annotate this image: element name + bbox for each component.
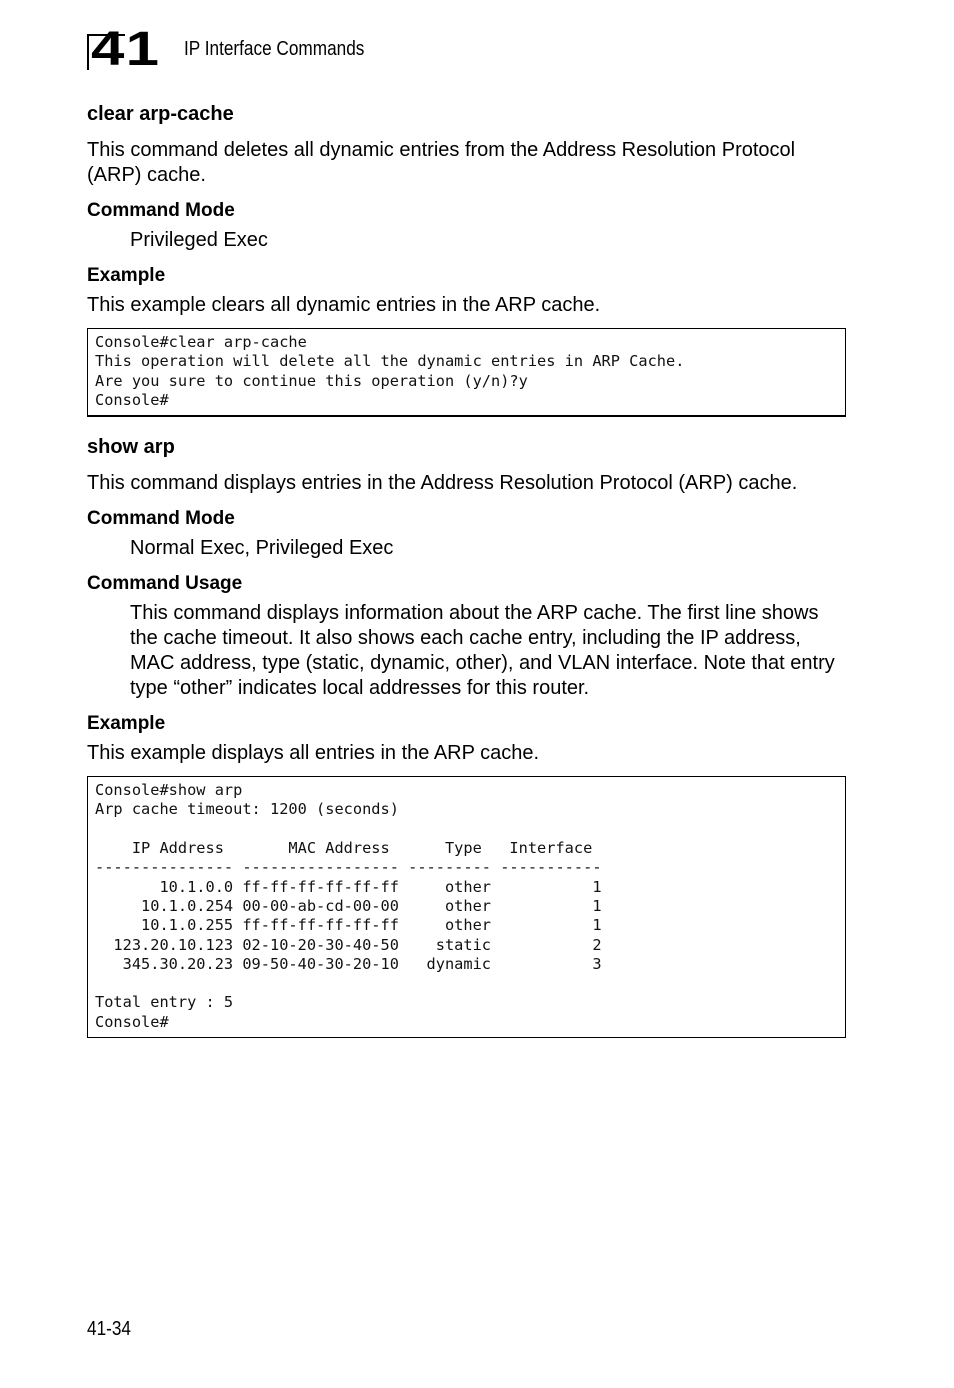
chapter-title: IP Interface Commands bbox=[184, 38, 365, 60]
example-intro: This example displays all entries in the ARP cache. bbox=[87, 742, 540, 765]
command-mode-value: Privileged Exec bbox=[130, 229, 268, 251]
command-usage-text: This command displays information about the ARP cache. The first line shows the cache timeout. It also shows each cache entry, including the IP address, MAC address, type (static, dynamic, other), and VLAN interface. Note that entry type “other” indicates local addresses for this router. bbox=[130, 602, 835, 700]
example-intro: This example clears all dynamic entries in the ARP cache. bbox=[87, 294, 601, 316]
console-example-show-arp: Console#show arp Arp cache timeout: 1200 (seconds) IP Address MAC Address Type Interface --------------- ----------------- --------- ----------- 10.1.0.0 ff-ff-ff-ff-ff-ff other 1 10.1.0.254 00-00-ab-cd-00-00 other 1 10.1.0.255 ff-ff-ff-ff-ff-ff other 1 123.20.10.123 02-10-20-30-40-50 static 2 345.30.20.23 09-50-40-30-20-10 dynamic 3 Total entry : 5 Console# bbox=[87, 776, 846, 1038]
section-heading-clear-arp-cache: clear arp-cache bbox=[87, 103, 234, 125]
section-description: This command deletes all dynamic entries from the Address Resolution Protocol (ARP) cache. bbox=[87, 139, 796, 186]
console-example-clear-arp: Console#clear arp-cache This operation will delete all the dynamic entries in ARP Cache. Are you sure to continue this operation (y/n)?y Console# bbox=[87, 328, 846, 417]
section-description: This command displays entries in the Address Resolution Protocol (ARP) cache. bbox=[87, 472, 798, 495]
example-heading: Example bbox=[87, 265, 166, 286]
chapter-number: 41 bbox=[91, 23, 161, 76]
example-heading: Example bbox=[87, 713, 166, 735]
main-content bbox=[87, 100, 847, 1054]
command-mode-value: Normal Exec, Privileged Exec bbox=[130, 537, 394, 560]
command-mode-heading: Command Mode bbox=[87, 508, 235, 530]
section-heading-show-arp: show arp bbox=[87, 436, 175, 459]
page-header bbox=[87, 23, 787, 76]
page-number: 41-34 bbox=[87, 1318, 131, 1340]
command-mode-heading: Command Mode bbox=[87, 200, 235, 221]
command-usage-heading: Command Usage bbox=[87, 573, 243, 595]
